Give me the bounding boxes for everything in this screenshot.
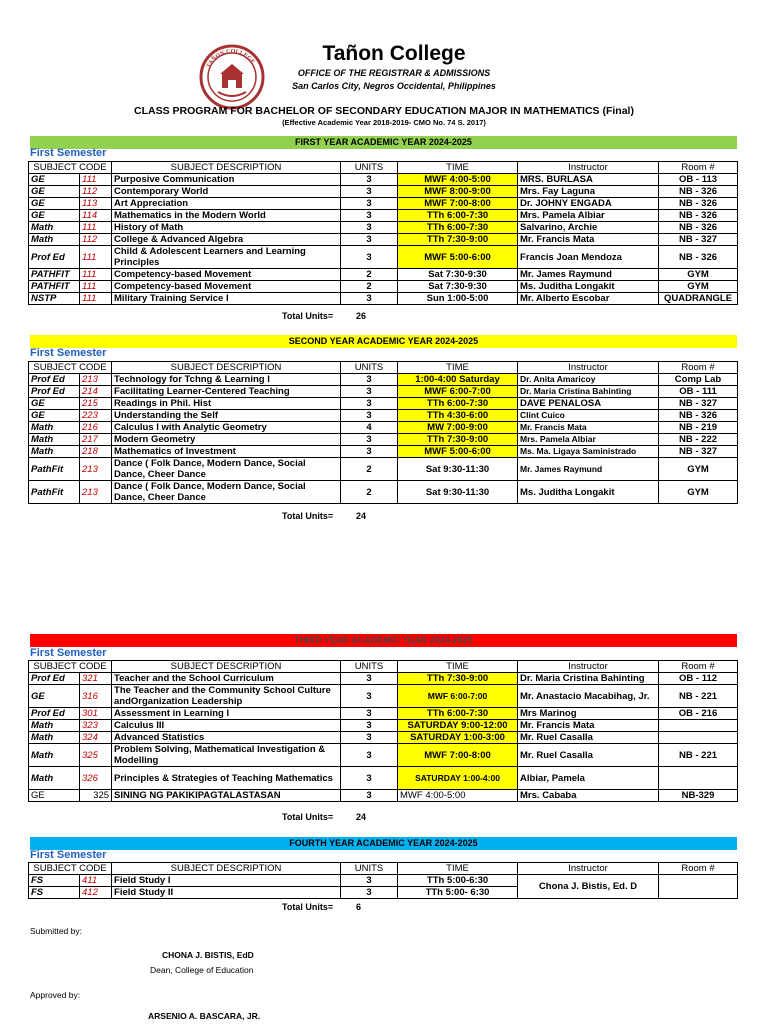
room: NB - 326 (659, 210, 738, 222)
table-header-row (29, 162, 738, 174)
time: MWF 7:00-8:00 (398, 744, 518, 767)
semester-label: First Semester (30, 849, 107, 861)
table-row (29, 422, 738, 434)
time: Sat 9:30-11:30 (398, 458, 518, 481)
room: NB - 219 (659, 422, 738, 434)
table-row (29, 398, 738, 410)
subject-description: Understanding the Self (112, 410, 341, 422)
subject-description: Mathematics in the Modern World (112, 210, 341, 222)
instructor: Ms. Juditha Longakit (518, 481, 659, 504)
subject-number: 111 (80, 293, 112, 305)
subject-number: 323 (80, 720, 112, 732)
header-time: TIME (398, 162, 518, 174)
table-row (29, 434, 738, 446)
table-row (29, 174, 738, 186)
time: MWF 4:00-5:00 (398, 790, 518, 802)
room (659, 720, 738, 732)
subject-number: 321 (80, 673, 112, 685)
instructor: Ms. Juditha Longakit (518, 281, 659, 293)
units: 3 (341, 875, 398, 887)
subject-number: 223 (80, 410, 112, 422)
units: 3 (341, 887, 398, 899)
subject-number: 112 (80, 234, 112, 246)
subject-description: Facilitating Learner-Centered Teaching (112, 386, 341, 398)
subject-code: Prof Ed (29, 673, 80, 685)
table-row (29, 875, 738, 887)
table-row (29, 246, 738, 269)
subject-description: Military Training Service I (112, 293, 341, 305)
time: TTh 5:00- 6:30 (398, 887, 518, 899)
subject-number: 111 (80, 269, 112, 281)
table-row (29, 767, 738, 790)
subject-number: 316 (80, 685, 112, 708)
instructor: Mr. Francis Mata (518, 720, 659, 732)
instructor: Mr. James Raymund (518, 269, 659, 281)
room: NB - 326 (659, 198, 738, 210)
seal-text: TAÑON COLLEGE (206, 48, 256, 70)
units: 3 (341, 293, 398, 305)
subject-code: Math (29, 422, 80, 434)
table-row (29, 708, 738, 720)
time: MWF 4:00-5:00 (398, 174, 518, 186)
units: 3 (341, 410, 398, 422)
room: NB - 326 (659, 410, 738, 422)
time: TTh 5:00-6:30 (398, 875, 518, 887)
header-instructor: Instructor (518, 863, 659, 875)
subject-description: Modern Geometry (112, 434, 341, 446)
subject-code: GE (29, 790, 80, 802)
room: NB - 327 (659, 446, 738, 458)
subject-number: 111 (80, 281, 112, 293)
subject-description: Field Study I (112, 875, 341, 887)
time: MWF 8:00-9:00 (398, 186, 518, 198)
instructor: Mr. Francis Mata (518, 422, 659, 434)
room (659, 732, 738, 744)
total-units-value: 26 (356, 311, 367, 321)
time: MWF 6:00-7:00 (398, 685, 518, 708)
instructor: Mr. James Raymund (518, 458, 659, 481)
instructor: Dr. JOHNY ENGADA (518, 198, 659, 210)
room: GYM (659, 481, 738, 504)
header-subject-code: SUBJECT CODE (29, 661, 112, 673)
table-row (29, 374, 738, 386)
time: TTh 6:00-7:30 (398, 708, 518, 720)
subject-description: Dance ( Folk Dance, Modern Dance, Social Dance, Cheer Dance (112, 481, 341, 504)
subject-code: Math (29, 446, 80, 458)
total-units-label: Total Units= (282, 812, 334, 822)
room: GYM (659, 458, 738, 481)
instructor: Dr. Maria Cristina Bahinting (518, 673, 659, 685)
instructor: Ms. Ma. Ligaya Saministrado (518, 446, 659, 458)
units: 3 (341, 186, 398, 198)
subject-code: Math (29, 767, 80, 790)
year-banner: SECOND YEAR ACADEMIC YEAR 2024-2025 (30, 335, 737, 348)
table-row (29, 269, 738, 281)
header-instructor: Instructor (518, 162, 659, 174)
header-time: TIME (398, 863, 518, 875)
subject-number: 213 (80, 374, 112, 386)
header-subject-description: SUBJECT DESCRIPTION (112, 362, 341, 374)
semester-label: First Semester (30, 647, 107, 659)
room: NB - 326 (659, 186, 738, 198)
header-room: Room # (659, 362, 738, 374)
subject-description: Mathematics of Investment (112, 446, 341, 458)
units: 3 (341, 732, 398, 744)
subject-code: GE (29, 186, 80, 198)
table-header-row (29, 661, 738, 673)
instructor: Mrs. Fay Laguna (518, 186, 659, 198)
table-row (29, 410, 738, 422)
room: Comp Lab (659, 374, 738, 386)
units: 3 (341, 708, 398, 720)
subject-code: PATHFIT (29, 269, 80, 281)
total-units-value: 6 (356, 902, 362, 912)
year-banner: FIRST YEAR ACADEMIC YEAR 2024-2025 (30, 136, 737, 149)
header-room: Room # (659, 661, 738, 673)
room: OB - 112 (659, 673, 738, 685)
time: MWF 5:00-6:00 (398, 446, 518, 458)
table-row (29, 234, 738, 246)
college-name: Tañon College (322, 42, 466, 65)
semester-label: First Semester (30, 347, 107, 359)
subject-code: Math (29, 720, 80, 732)
subject-description: Assessment in Learning I (112, 708, 341, 720)
instructor: MRS. BURLASA (518, 174, 659, 186)
subject-number: 411 (80, 875, 112, 887)
room: GYM (659, 269, 738, 281)
subject-code: FS (29, 887, 80, 899)
instructor: Francis Joan Mendoza (518, 246, 659, 269)
schedule-table (28, 660, 738, 802)
room: NB - 326 (659, 222, 738, 234)
room: NB - 222 (659, 434, 738, 446)
table-row (29, 281, 738, 293)
units: 3 (341, 720, 398, 732)
table-row (29, 458, 738, 481)
room: GYM (659, 281, 738, 293)
subject-code: FS (29, 875, 80, 887)
subject-number: 214 (80, 386, 112, 398)
submitted-name: CHONA J. BISTIS, EdD (162, 950, 254, 960)
time: MW 7:00-9:00 (398, 422, 518, 434)
total-units-value: 24 (356, 812, 367, 822)
instructor: Salvarino, Archie (518, 222, 659, 234)
subject-code: Math (29, 744, 80, 767)
subject-description: Problem Solving, Mathematical Investigation & Modelling (112, 744, 341, 767)
time: Sun 1:00-5:00 (398, 293, 518, 305)
subject-number: 324 (80, 732, 112, 744)
total-units-label: Total Units= (282, 902, 334, 912)
subject-number: 301 (80, 708, 112, 720)
table-row (29, 790, 738, 802)
table-row (29, 732, 738, 744)
room: OB - 111 (659, 386, 738, 398)
year-banner: FOURTH YEAR ACADEMIC YEAR 2024-2025 (30, 837, 737, 850)
room (659, 767, 738, 790)
units: 2 (341, 481, 398, 504)
instructor: Clint Cuico (518, 410, 659, 422)
time: TTh 6:00-7:30 (398, 222, 518, 234)
subject-code: Prof Ed (29, 386, 80, 398)
subject-code: Math (29, 222, 80, 234)
subject-number: 325 (80, 744, 112, 767)
units: 3 (341, 446, 398, 458)
time: Sat 9:30-11:30 (398, 481, 518, 504)
subject-code: GE (29, 685, 80, 708)
header-time: TIME (398, 661, 518, 673)
units: 2 (341, 458, 398, 481)
college-location: San Carlos City, Negros Occidental, Philippines (292, 81, 496, 91)
header-instructor: Instructor (518, 362, 659, 374)
year-banner: THIRD YEAR ACADEMIC YEAR 2024-2025 (30, 634, 737, 647)
subject-description: Calculus III (112, 720, 341, 732)
time: 1:00-4:00 Saturday (398, 374, 518, 386)
units: 3 (341, 744, 398, 767)
time: SATURDAY 1:00-4:00 (398, 767, 518, 790)
effective-note: (Effective Academic Year 2018-2019- CMO No. 74 S. 2017) (282, 118, 486, 127)
approved-label: Approved by: (30, 990, 81, 1000)
table-row (29, 222, 738, 234)
subject-description: History of Math (112, 222, 341, 234)
time: MWF 6:00-7:00 (398, 386, 518, 398)
header-subject-description: SUBJECT DESCRIPTION (112, 162, 341, 174)
total-units-label: Total Units= (282, 311, 334, 321)
time: TTh 7:30-9:00 (398, 234, 518, 246)
program-title: CLASS PROGRAM FOR BACHELOR OF SECONDARY EDUCATION MAJOR IN MATHEMATICS (Final) (134, 105, 634, 117)
instructor: Chona J. Bistis, Ed. D (518, 875, 659, 899)
subject-code: Math (29, 434, 80, 446)
subject-description: Calculus I with Analytic Geometry (112, 422, 341, 434)
room (659, 875, 738, 899)
approved-name: ARSENIO A. BASCARA, JR. (148, 1011, 261, 1021)
header-subject-description: SUBJECT DESCRIPTION (112, 661, 341, 673)
units: 2 (341, 269, 398, 281)
room: OB - 113 (659, 174, 738, 186)
schedule-table (28, 361, 738, 504)
subject-code: Prof Ed (29, 374, 80, 386)
subject-description: Teacher and the School Curriculum (112, 673, 341, 685)
units: 3 (341, 434, 398, 446)
instructor: Mrs. Cababa (518, 790, 659, 802)
subject-description: Dance ( Folk Dance, Modern Dance, Social Dance, Cheer Dance (112, 458, 341, 481)
time: TTh 6:00-7:30 (398, 398, 518, 410)
subject-description: Purposive Communication (112, 174, 341, 186)
subject-description: Competency-based Movement (112, 281, 341, 293)
room: NB - 327 (659, 398, 738, 410)
units: 3 (341, 386, 398, 398)
units: 3 (341, 210, 398, 222)
units: 3 (341, 374, 398, 386)
subject-code: GE (29, 198, 80, 210)
units: 3 (341, 222, 398, 234)
subject-description: Advanced Statistics (112, 732, 341, 744)
subject-description: Technology for Tchng & Learning I (112, 374, 341, 386)
subject-code: GE (29, 210, 80, 222)
header-subject-code: SUBJECT CODE (29, 362, 112, 374)
table-row (29, 446, 738, 458)
units: 3 (341, 174, 398, 186)
header-units: UNITS (341, 661, 398, 673)
subject-code: PathFit (29, 458, 80, 481)
time: SATURDAY 1:00-3:00 (398, 732, 518, 744)
office-name: OFFICE OF THE REGISTRAR & ADMISSIONS (297, 68, 491, 78)
subject-number: 218 (80, 446, 112, 458)
subject-code: NSTP (29, 293, 80, 305)
table-row (29, 186, 738, 198)
units: 4 (341, 422, 398, 434)
table-row (29, 720, 738, 732)
instructor: Mrs Marinog (518, 708, 659, 720)
header-units: UNITS (341, 863, 398, 875)
units: 3 (341, 246, 398, 269)
subject-code: GE (29, 398, 80, 410)
subject-description: Field Study II (112, 887, 341, 899)
room: NB - 221 (659, 685, 738, 708)
subject-number: 114 (80, 210, 112, 222)
instructor: Mrs. Pamela Albiar (518, 210, 659, 222)
units: 3 (341, 398, 398, 410)
time: SATURDAY 9:00-12:00 (398, 720, 518, 732)
subject-number: 112 (80, 186, 112, 198)
subject-code: PATHFIT (29, 281, 80, 293)
units: 3 (341, 673, 398, 685)
subject-code: PathFit (29, 481, 80, 504)
subject-number: 326 (80, 767, 112, 790)
time: Sat 7:30-9:30 (398, 281, 518, 293)
time: TTh 4:30-6:00 (398, 410, 518, 422)
instructor: DAVE PENALOSA (518, 398, 659, 410)
header-room: Room # (659, 863, 738, 875)
subject-number: 111 (80, 174, 112, 186)
header-instructor: Instructor (518, 661, 659, 673)
room: NB - 221 (659, 744, 738, 767)
time: TTh 6:00-7:30 (398, 210, 518, 222)
schedule-table (28, 161, 738, 305)
units: 3 (341, 790, 398, 802)
subject-number: 113 (80, 198, 112, 210)
header-units: UNITS (341, 362, 398, 374)
table-row (29, 210, 738, 222)
subject-code: GE (29, 174, 80, 186)
instructor: Mr. Francis Mata (518, 234, 659, 246)
room: OB - 216 (659, 708, 738, 720)
header-units: UNITS (341, 162, 398, 174)
instructor: Mr. Alberto Escobar (518, 293, 659, 305)
submitted-title: Dean, College of Education (150, 965, 254, 975)
subject-code: Prof Ed (29, 246, 80, 269)
subject-code: Prof Ed (29, 708, 80, 720)
header-subject-description: SUBJECT DESCRIPTION (112, 863, 341, 875)
subject-code: GE (29, 410, 80, 422)
time: TTh 7:30-9:00 (398, 673, 518, 685)
subject-description: Competency-based Movement (112, 269, 341, 281)
subject-code: Math (29, 732, 80, 744)
subject-number: 213 (80, 481, 112, 504)
instructor: Albiar, Pamela (518, 767, 659, 790)
table-header-row (29, 362, 738, 374)
subject-number: 111 (80, 246, 112, 269)
subject-description: Principles & Strategies of Teaching Mathematics (112, 767, 341, 790)
subject-number: 325 (80, 790, 112, 802)
instructor: Mr. Anastacio Macabihag, Jr. (518, 685, 659, 708)
subject-description: Child & Adolescent Learners and Learning Principles (112, 246, 341, 269)
room: QUADRANGLE (659, 293, 738, 305)
header-room: Room # (659, 162, 738, 174)
units: 3 (341, 685, 398, 708)
header-subject-code: SUBJECT CODE (29, 162, 112, 174)
instructor: Dr. Maria Cristina Bahinting (518, 386, 659, 398)
table-row (29, 673, 738, 685)
subject-number: 111 (80, 222, 112, 234)
time: MWF 7:00-8:00 (398, 198, 518, 210)
time: MWF 5:00-6:00 (398, 246, 518, 269)
instructor: Mrs. Pamela Albiar (518, 434, 659, 446)
header-time: TIME (398, 362, 518, 374)
table-row (29, 198, 738, 210)
room: NB - 326 (659, 246, 738, 269)
subject-description: Art Appreciation (112, 198, 341, 210)
subject-code: Math (29, 234, 80, 246)
room: NB-329 (659, 790, 738, 802)
time: TTh 7:30-9:00 (398, 434, 518, 446)
time: Sat 7:30-9:30 (398, 269, 518, 281)
table-row (29, 685, 738, 708)
units: 3 (341, 767, 398, 790)
subject-description: The Teacher and the Community School Culture andOrganization Leadership (112, 685, 341, 708)
table-header-row (29, 863, 738, 875)
subject-description: Contemporary World (112, 186, 341, 198)
total-units-label: Total Units= (282, 511, 334, 521)
subject-number: 216 (80, 422, 112, 434)
table-row (29, 481, 738, 504)
schedule-table (28, 862, 738, 899)
subject-description: SINING NG PAKIKIPAGTALASTASAN (112, 790, 341, 802)
subject-number: 213 (80, 458, 112, 481)
units: 3 (341, 198, 398, 210)
header-subject-code: SUBJECT CODE (29, 863, 112, 875)
subject-number: 217 (80, 434, 112, 446)
table-row (29, 386, 738, 398)
semester-label: First Semester (30, 147, 107, 159)
total-units-value: 24 (356, 511, 367, 521)
table-row (29, 744, 738, 767)
units: 3 (341, 234, 398, 246)
subject-description: Readings in Phil. Hist (112, 398, 341, 410)
subject-number: 215 (80, 398, 112, 410)
instructor: Dr. Anita Amaricoy (518, 374, 659, 386)
subject-number: 412 (80, 887, 112, 899)
room: NB - 327 (659, 234, 738, 246)
instructor: Mr. Ruel Casalla (518, 732, 659, 744)
units: 2 (341, 281, 398, 293)
submitted-label: Submitted by: (30, 926, 82, 936)
instructor: Mr. Ruel Casalla (518, 744, 659, 767)
table-row (29, 293, 738, 305)
subject-description: College & Advanced Algebra (112, 234, 341, 246)
